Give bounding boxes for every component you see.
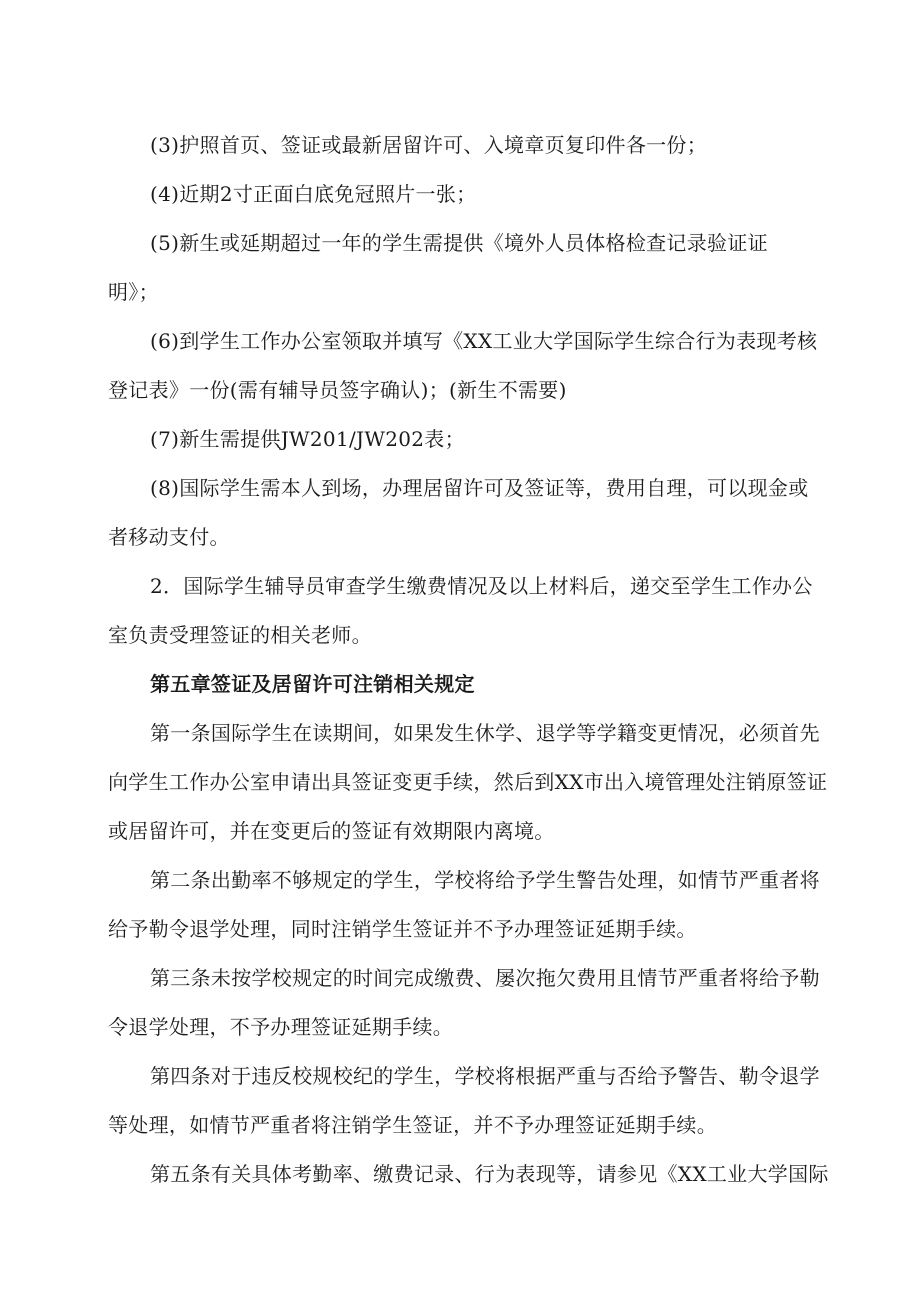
item-6-continuation: 登记表》一份(需有辅导员签字确认)；(新生不需要) bbox=[108, 378, 567, 402]
article-4-line-2: 等处理，如情节严重者将注销学生签证，并不予办理签证延期手续。 bbox=[108, 1113, 717, 1137]
item-6-behavior-form: (6)到学生工作办公室领取并填写《XX工业大学国际学生综合行为表现考核 bbox=[150, 329, 818, 353]
article-3-line-2: 令退学处理，不予办理签证延期手续。 bbox=[108, 1015, 454, 1039]
item-4-photo: (4)近期2寸正面白底免冠照片一张； bbox=[150, 182, 477, 206]
item-8-continuation: 者移动支付。 bbox=[108, 525, 230, 549]
article-4-line-1: 第四条对于违反校规校纪的学生，学校将根据严重与否给予警告、勒令退学 bbox=[150, 1064, 820, 1088]
article-5-line-1: 第五条有关具体考勤率、缴费记录、行为表现等，请参见《XX工业大学国际 bbox=[150, 1162, 829, 1186]
article-2-line-2: 给予勒令退学处理，同时注销学生签证并不予办理签证延期手续。 bbox=[108, 917, 697, 941]
step-2-review: 2．国际学生辅导员审查学生缴费情况及以上材料后，递交至学生工作办公 bbox=[150, 574, 813, 598]
step-2-continuation: 室负责受理签证的相关老师。 bbox=[108, 623, 372, 647]
item-5-health-check: (5)新生或延期超过一年的学生需提供《境外人员体格检查记录验证证 bbox=[150, 231, 768, 255]
article-1-line-1: 第一条国际学生在读期间，如果发生休学、退学等学籍变更情况，必须首先 bbox=[150, 721, 820, 745]
chapter-5-heading: 第五章签证及居留许可注销相关规定 bbox=[150, 672, 475, 696]
item-7-jw-forms: (7)新生需提供JW201/JW202表； bbox=[150, 427, 465, 451]
item-3-passport-copies: (3)护照首页、签证或最新居留许可、入境章页复印件各一份； bbox=[150, 133, 708, 157]
item-5-continuation: 明》； bbox=[108, 280, 159, 304]
item-8-in-person: (8)国际学生需本人到场，办理居留许可及签证等，费用自理，可以现金或 bbox=[150, 476, 809, 500]
article-3-line-1: 第三条未按学校规定的时间完成缴费、屡次拖欠费用且情节严重者将给予勒 bbox=[150, 966, 820, 990]
article-1-line-3: 或居留许可，并在变更后的签证有效期限内离境。 bbox=[108, 819, 555, 843]
article-2-line-1: 第二条出勤率不够规定的学生，学校将给予学生警告处理，如情节严重者将 bbox=[150, 868, 820, 892]
article-1-line-2: 向学生工作办公室申请出具签证变更手续，然后到XX市出入境管理处注销原签证 bbox=[108, 770, 828, 794]
